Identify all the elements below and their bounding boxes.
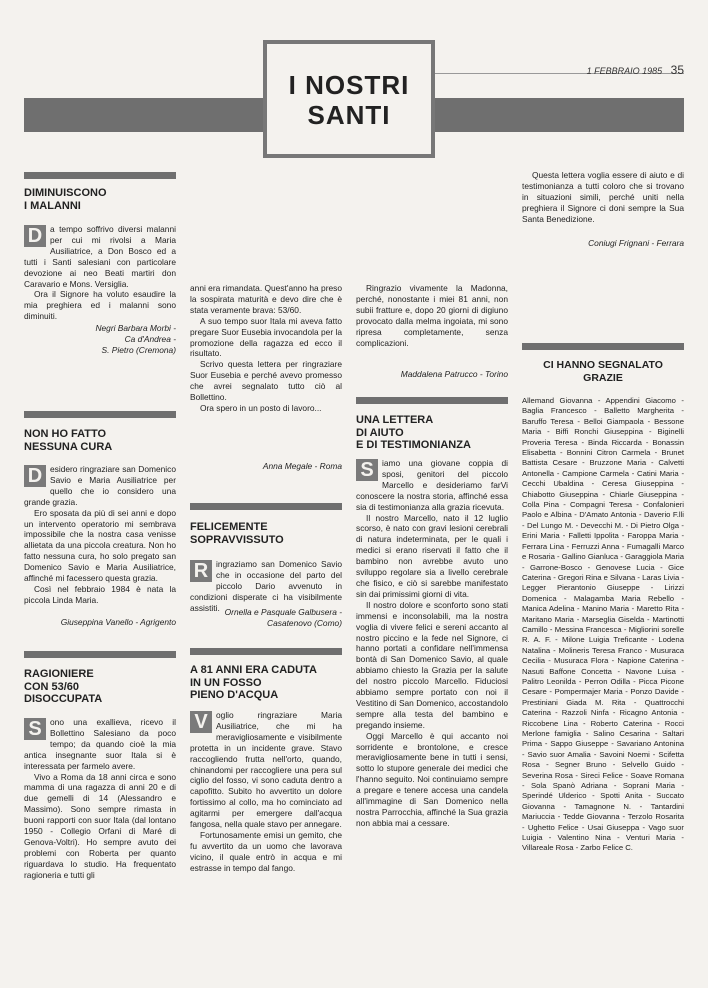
article-title: CI HANNO SEGNALATO GRAZIE xyxy=(543,359,663,384)
dropcap: D xyxy=(24,465,46,487)
article-body-continued: anni era rimandata. Quest'anno ha preso la sospirata maturità e devo dire che è stata veramente brava: 53/60. A suo tempo suor Itala mi aveva fatto pregare Suor Eusebia invocandola per la promozione della ragazza ed ecco il risultato. Scrivo questa lettera per ringraziare Suor Eusebia e perché avevo promesso che avrei segnalato tutto ciò al Bollettino. Ora spero in un posto di lavoro... xyxy=(190,283,342,413)
section-bar xyxy=(24,172,176,179)
article-title: DIMINUISCONO I MALANNI xyxy=(24,187,107,212)
page-number: 35 xyxy=(670,63,684,77)
section-bar xyxy=(522,343,684,350)
article-signature: Anna Megale - Roma xyxy=(262,461,342,471)
dropcap: R xyxy=(190,560,212,582)
section-bar xyxy=(190,648,342,655)
section-bar xyxy=(190,503,342,510)
article-body: V oglio ringraziare Maria Ausiliatrice, che mi ha meravigliosamente e visibilmente protetta in un incidente grave. Stavo raccogliendo frutta nell'orto, quando, chinandomi per raccogliere una pera sul ciglio del fosso, vi sono caduta dentro a capofitto. Subito ho avvertito un dolore fortissimo al collo, ma ho cominciato ad agitarmi per emergere dall'acqua fangosa, nella quale stavo per annegare. Fortunosamente emisi un gemito, che fu avvertito da un uomo che lavorava vicino, il quale entrò in acqua e mi estrasse in tempo dal fango. xyxy=(190,710,342,873)
article-body: Ringrazio vivamente la Madonna, perché, nonostante i miei 81 anni, non subii fratture e, dopo 20 giorni di digiuno provocato dalla melma ingoiata, mi sono ripresa completamente, senza complicazioni. xyxy=(356,283,508,348)
article-body-continued: Questa lettera voglia essere di aiuto e di testimonianza a tutti coloro che si trovano in situazioni simili, perché uniti nella preghiera il Signore ci doni sempre la Sua Santa Benedizione. xyxy=(522,170,684,224)
page-folio xyxy=(587,63,684,77)
section-title-box xyxy=(263,40,435,158)
dropcap: S xyxy=(356,459,378,481)
article-title: RAGIONIERE CON 53/60 DISOCCUPATA xyxy=(24,668,103,705)
article-body: R ingraziamo san Domenico Savio che in occasione del parto del piccolo Dario avvenuto in condizioni disperate ci ha visibilmente assistiti. xyxy=(190,559,342,613)
article-signature: Coniugi Frignani - Ferrara xyxy=(588,238,684,248)
article-signature: Giuseppina Vanello - Agrigento xyxy=(60,617,176,627)
article-body: S ono una exallieva, ricevo il Bollettino Salesiano da poco tempo; da quando cioè la mia antica insegnante suor Itala si è interessata per farmelo avere. Vivo a Roma da 18 anni circa e sono mamma di una ragazza di anni 20 e di due gemelli di 14 (Alessandro e Massimo). Sono sempre rimasta in buoni rapporti con suor Itala (dal lontano 1950 - Collegio Orfani di Maré di Genova-Voltri). Ho sempre avuto dei problemi con Roberta per quanto riguardava lo studio. Ha frequentato ragioneria e tutti gli xyxy=(24,717,176,880)
article-signature: Maddalena Patrucco - Torino xyxy=(400,369,508,379)
article-signature: Ornella e Pasquale Galbusera - Casatenovo (Como) xyxy=(224,607,342,628)
article-body: D esidero ringraziare san Domenico Savio e Maria Ausiliatrice per quello che io considero una grande grazia. Ero sposata da più di sei anni e dopo un intervento operatorio mi sembrava impossibile che la nostra casa venisse allietata da una piccola creatura. Non ho fatto nessuna cura, ho solo pregato san Domenico Savio e Maria Ausiliatrice, affinché mi facessero questa grazia. Così nel febbraio 1984 è nata la piccola Linda Maria. xyxy=(24,464,176,605)
issue-date: 1 FEBBRAIO 1985 xyxy=(586,66,663,76)
article-title: FELICEMENTE SOPRAVVISSUTO xyxy=(190,521,284,546)
section-bar xyxy=(24,651,176,658)
section-bar xyxy=(356,397,508,404)
article-signature: Negri Barbara Morbi - Ca d'Andrea - S. Pietro (Cremona) xyxy=(95,323,176,355)
section-title-line2: SANTI xyxy=(307,100,391,130)
section-bar xyxy=(24,411,176,418)
article-title: UNA LETTERA DI AIUTO E DI TESTIMONIANZA xyxy=(356,414,471,451)
article-title: NON HO FATTO NESSUNA CURA xyxy=(24,428,113,453)
graces-name-list: Allemand Giovanna - Appendini Giacomo - Baglia Francesco - Balletto Margherita - Baruffo Teresa - Belloi Giampaola - Bessone Maria - Biffi Ronchi Giuseppina - Biginelli Proveria Teresa - Binda Riccarda - Bonassin Elisabetta - Bonnini Citron Carmela - Brunet Battista Cesare - Bruzzone Maria - Calvetti Antonella - Campione Carmela - Catini Maria - Cecchi Ubaldina - Ceresa Giuseppina - Chiabotto Giuseppina - Chiarle Giuseppina - Colla Pina - Compagni Teresa - Confalonieri Paolo e Albina - D'Amato Antonia - Daverio F.lli - Del Lungo M. - Devecchi M. - Di Pietro Olga - Erini Maria - Falletti Ippolita - Faroppa Maria - Ferrara Lina - Ferruzzi Anna - Fumagalli Marco e Rosaria - Gallino Gianluca - Garaggiola Maria - Garrone-Bosco - Genovese Lucia - Gice Caterina - Gregori Rina e Silvana - Laras Livia - Legger Pierantonio Giuseppe - Lirizzi Domenica - Malagamba Maria Rebello - Manica Adelina - Manino Maria - Maretto Rita - Maritano Maria - Marseglia Giselda - Martinotti Camillo - Messina Francesca - Migliorini sorelle R. A. F. - Milone Luigia Treficante - Lodena Natalina - Molineris Teresa Franco - Musuraca Cecilia - Musuraca Flora - Napione Caterina - Nasuti Baffone Concetta - Navone Luisa - Palitro Leonilda - Perron Odilla - Picca Picone Cesare - Pompermajer Maria - Ponzo Davide - Prestiniani Giada M. Rita - Quattrocchi Caterina - Razzoli Ninfa - Ricagno Antonia - Riccobene Lina - Roberto Caterina - Rocci Merlone famiglia - Salino Cesarina - Saltari Prima - Sappo Giuseppe - Savariano Antonina - Savio suor Amalia - Savoini Noemi - Scifetta Rosa - Segner Bruno - Selvello Guido - Severina Rosa - Sireci Felice - Soave Romana - Sola Spanò Adriana - Soprani Maria - Sperindé Ulderico - Spotti Anita - Succato Giovanna - Tamagnone N. - Tantardini Mariuccia - Tedde Giovanna - Terzolo Rosarita - Ughetto Felice - Usai Giuseppa - Vago suor Luigia - Valentino Nina - Venturi Maria - Villareale Rosa - Zarbo Felice C. xyxy=(522,396,684,853)
banner-right xyxy=(434,98,684,132)
section-title-line1: I NOSTRI xyxy=(288,70,410,100)
banner-left xyxy=(24,98,264,132)
article-title: A 81 ANNI ERA CADUTA IN UN FOSSO PIENO D'ACQUA xyxy=(190,664,317,701)
article-body: D a tempo soffrivo diversi malanni per cui mi rivolsi a Maria Ausiliatrice, a Don Bosco ed a tutti i Santi salesiani con particolare devozione ai neo Beati martiri don Caravario e Mons. Versiglia. Ora il Signore ha voluto esaudire la mia preghiera ed i malanni sono diminuiti. xyxy=(24,224,176,322)
article-body: S iamo una giovane coppia di sposi, genitori del piccolo Marcello e desideriamo farVi conoscere la nostra storia, affinché essa sia di testimonianza alla grazia ricevuta. Il nostro Marcello, nato il 12 luglio scorso, è nato con gravi lesioni cerebrali di natura indeterminata, per le quali i medici si erano riservati il fatto che il bambino non avrebbe avuto uno sviluppo regolare sia a livello cerebrale che fisico, e ciò si sarebbe manifestato sin dai primissimi giorni di vita. Il nostro dolore e sconforto sono stati immensi e inconsolabili, ma la nostra voglia di vivere felici e sereni accanto al nostro piccino e la fede nel Signore, ci hanno portati a confidare nell'immensa bontà di San Domenico Savio, al quale abbiamo chiesto la Grazia per la salute del nostro piccolo Marcello. Fiduciosi abbiamo sempre portato con noi il Vestitino di San Domenico, accostandolo sempre alla testa del bambino e pregando insieme. Oggi Marcello è qui accanto noi sorridente e brontolone, e cresce meravigliosamente bene in tutti i sensi, sotto lo stupore generale dei medici che l'hanno seguito. Noi continuiamo sempre a pregare e tenere accesa una candela all'immagine di San Domenico nella nostra Parrocchia, affinché la Sua grazia non abbia mai a cessare. xyxy=(356,458,508,828)
dropcap: S xyxy=(24,718,46,740)
dropcap: D xyxy=(24,225,46,247)
dropcap: V xyxy=(190,711,212,733)
